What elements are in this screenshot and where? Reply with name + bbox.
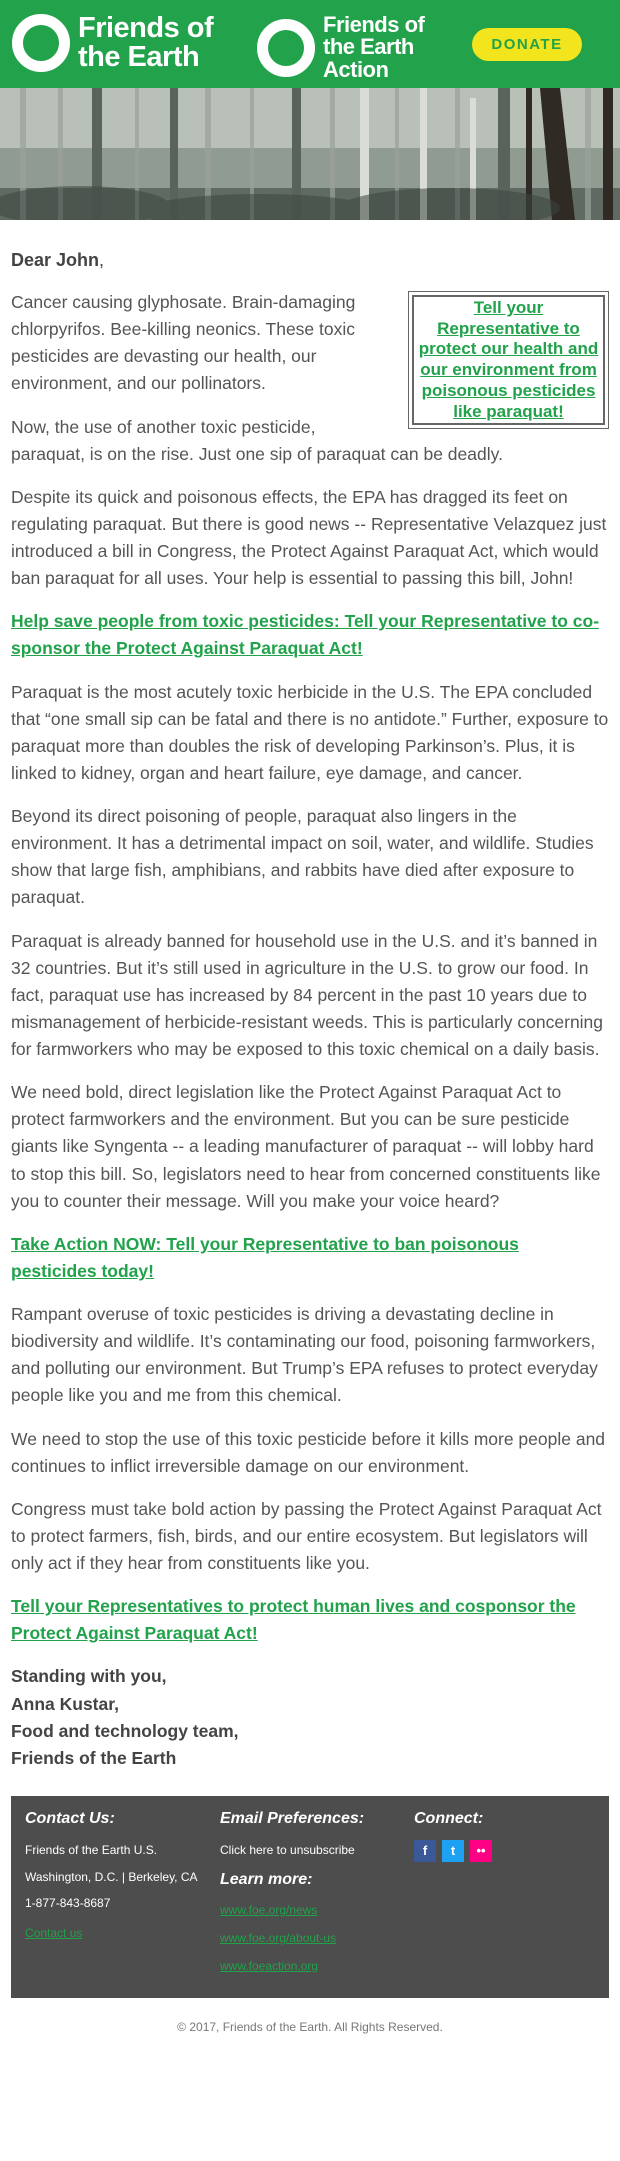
foe-action-logo[interactable] — [257, 14, 424, 81]
signoff-line: Standing with you, — [11, 1666, 167, 1687]
callout-box — [408, 291, 609, 429]
greeting — [11, 250, 609, 271]
learn-more-link[interactable]: www.foe.org/news — [220, 1902, 318, 1917]
forest-illustration — [0, 88, 620, 220]
foe-logo-text — [78, 14, 213, 72]
paragraph: Despite its quick and poisonous effects, the EPA has dragged its feet on regulating paraquat. But there is good news -- Representative Velazquez just introduced a bill in Congress, the Protect Against Paraquat Act, which would ban paraquat for all uses. Your help is essential to passing this bill, John! — [11, 486, 607, 589]
footer-heading: Email Preferences: — [220, 1809, 365, 1827]
foe-logo[interactable] — [12, 14, 213, 72]
cta-link-cosponsor[interactable]: Help save people from toxic pesticides: Tell your Representative to co-sponsor the Protect Against Paraquat Act! — [11, 611, 600, 659]
paragraph: Cancer causing glyphosate. Brain-damaging chlorpyrifos. Bee-killing neonics. These toxic pesticides are devasting our health, our environment, and our pollinators. — [11, 292, 356, 394]
facebook-icon[interactable]: f — [414, 1840, 436, 1862]
learn-more-link[interactable]: www.foe.org/about-us — [220, 1930, 337, 1945]
footer-location: Washington, D.C. | Berkeley, CA — [25, 1869, 198, 1884]
footer-heading: Contact Us: — [25, 1809, 115, 1827]
footer-org: Friends of the Earth U.S. — [25, 1842, 158, 1857]
greeting-word: Dear — [11, 250, 52, 270]
callout-inner — [412, 295, 605, 425]
footer — [11, 1796, 609, 1998]
paragraph: Congress must take bold action by passing the Protect Against Paraquat Act to protect farmers, fish, birds, and our entire ecosystem. But legislators will only act if they hear from constituents like you. — [11, 1498, 602, 1573]
logo-line: the Earth — [78, 41, 200, 73]
footer-contact — [25, 1810, 210, 1940]
cta-link-take-action[interactable]: Take Action NOW: Tell your Representative to ban poisonous pesticides today! — [11, 1233, 519, 1281]
unsubscribe-link[interactable]: Click here to unsubscribe — [220, 1842, 355, 1857]
signoff-line: Anna Kustar, — [11, 1693, 119, 1714]
contact-us-link[interactable]: Contact us — [25, 1926, 83, 1941]
email-body — [0, 250, 620, 1772]
footer-heading: Learn more: — [220, 1870, 313, 1888]
callout-link[interactable]: Tell your Representative to protect our health and our environment from poisonous pesticides like paraquat! — [418, 298, 599, 421]
footer-email-prefs — [220, 1810, 405, 1973]
footer-heading: Connect: — [414, 1809, 484, 1827]
header-bar — [0, 0, 620, 88]
paragraph: Paraquat is already banned for household use in the U.S. and it’s banned in 32 countries. But it’s still used in agriculture in the U.S. to grow our food. In fact, paraquat use has increased by 84 percent in the past 10 years due to mismanagement of herbicide-resistant weeds. This is particularly concerning for farmworkers who may be exposed to this toxic chemical on a daily basis. — [11, 930, 604, 1059]
foe-action-ring-icon — [257, 19, 315, 77]
recipient-name: John — [56, 250, 100, 270]
footer-connect — [414, 1810, 599, 1862]
signoff-line: Friends of the Earth — [11, 1747, 177, 1768]
paragraph: Paraquat is the most acutely toxic herbicide in the U.S. The EPA concluded that “one small sip can be fatal and there is no antidote.” Further, exposure to paraquat more than doubles the risk of developing Parkinson’s. Plus, it is linked to kidney, organ and heart failure, eye damage, and cancer. — [11, 681, 609, 783]
flickr-icon[interactable]: •• — [470, 1840, 492, 1862]
logo-line: the Earth — [323, 34, 414, 60]
paragraph: Beyond its direct poisoning of people, paraquat also lingers in the environment. It has a detrimental impact on soil, water, and wildlife. Studies show that large fish, amphibians, and rabbits have died after exposure to paraquat. — [11, 806, 594, 908]
donate-button[interactable]: DONATE — [472, 28, 582, 61]
learn-more-link[interactable]: www.foeaction.org — [220, 1958, 319, 1973]
footer-phone: 1-877-843-8687 — [25, 1896, 111, 1911]
paragraph: Rampant overuse of toxic pesticides is driving a devastating decline in biodiversity and wildlife. It’s contaminating our food, poisoning farmworkers, and polluting our environment. But Trump’s EPA refuses to protect everyday people like you and me from this chemical. — [11, 1304, 598, 1406]
foe-action-logo-text — [323, 14, 424, 81]
paragraph: Now, the use of another toxic pesticide, paraquat, is on the rise. Just one sip of paraquat can be deadly. — [11, 416, 503, 464]
signature — [11, 1663, 609, 1772]
greeting-punct: , — [99, 250, 105, 270]
cta-link-protect-lives[interactable]: Tell your Representatives to protect human lives and cosponsor the Protect Against Paraquat Act! — [11, 1596, 576, 1644]
signoff-line: Food and technology team, — [11, 1720, 239, 1741]
paragraph: We need bold, direct legislation like the Protect Against Paraquat Act to protect farmworkers and the environment. But you can be sure pesticide giants like Syngenta -- a leading manufacturer of paraquat -- will lobby hard to stop this bill. So, legislators need to hear from concerned constituents like you to counter their message. Will you make your voice heard? — [11, 1082, 601, 1211]
paragraph: We need to stop the use of this toxic pesticide before it kills more people and continues to inflict irreversible damage on our environment. — [11, 1428, 606, 1476]
logo-line: Friends of — [323, 12, 425, 37]
twitter-icon[interactable]: t — [442, 1840, 464, 1862]
hero-forest-image — [0, 88, 620, 220]
copyright: © 2017, Friends of the Earth. All Rights Reserved. — [177, 2019, 443, 2034]
social-icons — [414, 1840, 599, 1862]
foe-ring-icon — [12, 14, 70, 72]
logo-line: Friends of — [78, 12, 214, 44]
logo-line: Action — [323, 56, 389, 82]
intro-section — [11, 289, 609, 468]
